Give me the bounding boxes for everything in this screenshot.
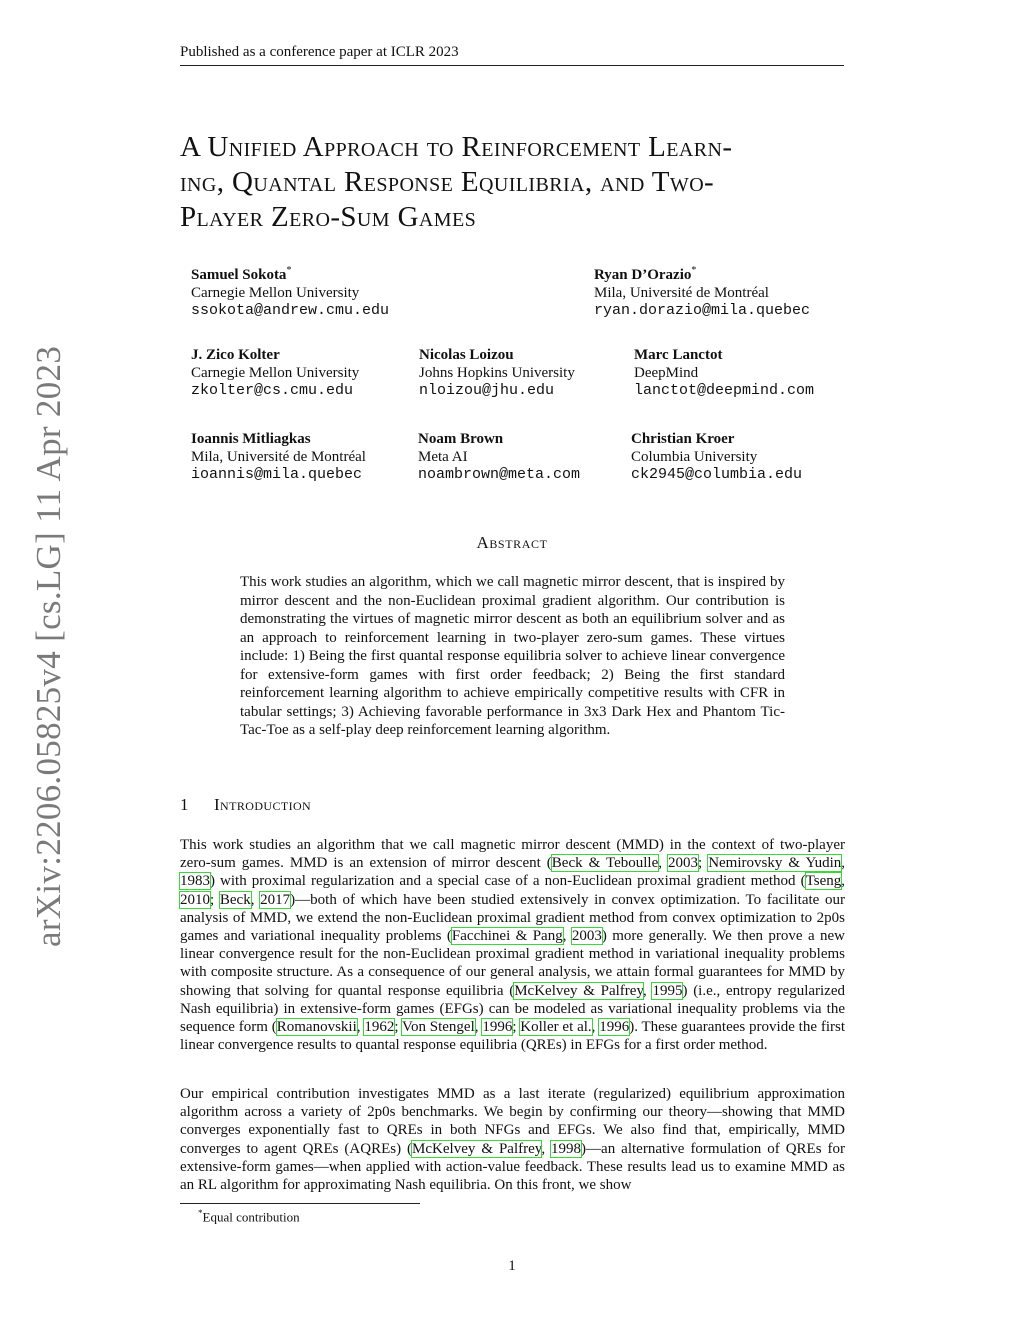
author-name: J. Zico Kolter [191,347,280,363]
citation-link[interactable]: 1996 [599,1019,630,1036]
paragraph-text: ) (i.e., entropy regularized Nash equilibria) in extensive-form games (EFGs) can be modeled as variational inequality problems via the sequence form ( [180,982,845,1036]
paragraph-text: , [250,891,261,908]
paragraph-text: )—an alternative formulation of QREs for extensive-form games—when applied with action-value feedback. These results lead us to examine MMD as an RL algorithm for approximating Nash equilibria. On this front, we show [180,1140,845,1194]
section-title: Introduction [214,795,312,814]
author-block-1 [191,262,389,320]
paragraph-text: , [541,1140,552,1157]
citation-link[interactable]: 2003 [668,855,699,872]
header-rule [180,65,844,66]
equal-contrib-mark: * [286,265,292,276]
section-number: 1 [180,795,189,814]
paragraph-text: )—both of which have been studied extensively in convex optimization. To facilitate our analysis of MMD, we extend the non-Euclidean proximal gradient method from convex optimization to 2p0s games and variational inequality problems ( [180,891,845,945]
paragraph-text: ). These guarantees provide the first linear convergence results to quantal response equilibria (QREs) in EFGs for a first order method. [180,1019,845,1054]
author-affiliation: Meta AI [418,449,468,465]
citation-link[interactable]: McKelvey & Palfrey [412,1140,542,1157]
citation-link[interactable]: 1962 [364,1019,395,1036]
author-block-8 [631,430,802,484]
paragraph-text: , [591,1019,600,1036]
author-name: Ryan D’Orazio [594,267,692,283]
author-email: ssokota@andrew.cmu.edu [191,302,390,319]
title-line-1: A Unified Approach to Reinforcement Learn- [180,131,733,163]
arxiv-watermark: arXiv:2206.05825v4 [cs.LG] 11 Apr 2023 [29,345,68,947]
paragraph-text: , [642,982,653,999]
citation-link[interactable]: 1995 [652,982,683,999]
footnote-rule [180,1203,420,1204]
author-affiliation: Carnegie Mellon University [191,285,360,301]
paragraph-text: , [356,1019,365,1036]
author-email: zkolter@cs.cmu.edu [191,382,354,399]
intro-paragraph-1 [180,836,845,1054]
paragraph-text: ; [698,855,709,872]
running-header: Published as a conference paper at ICLR 2023 [180,44,459,60]
author-name: Samuel Sokota [191,267,287,283]
author-name: Nicolas Loizou [419,347,514,363]
paragraph-text: This work studies an algorithm that we call magnetic mirror descent (MMD) in the context of two-player zero-sum games. MMD is an extension of mirror descent ( [180,837,845,872]
author-email: ryan.dorazio@mila.quebec [594,302,811,319]
paragraph-text: , [841,873,845,890]
citation-link[interactable]: Tseng [805,873,842,890]
citation-link[interactable]: 1996 [482,1019,513,1036]
author-affiliation: Mila, Université de Montréal [191,449,366,465]
paper-title [180,130,860,235]
paragraph-text: ) more generally. We then prove a new linear convergence result for the non-Euclidean proximal gradient method in variational inequality problems with composite structure. As a consequence of our general analysis, we attain formal guarantees for MMD by showing that solving for quantal response equilibria ( [180,928,846,999]
section-heading [180,795,311,815]
author-email: nloizou@jhu.edu [419,382,555,399]
intro-paragraph-2 [180,1085,845,1194]
citation-link[interactable]: Facchinei & Pang [451,928,563,945]
citation-link[interactable]: 1983 [180,873,210,890]
paragraph-text: ) with proximal regularization and a special case of a non-Euclidean proximal gradient method ( [210,873,806,890]
author-name: Ioannis Mitliagkas [191,431,311,447]
paragraph-text: , [841,855,846,872]
citation-link[interactable]: Nemirovsky & Yudin [708,855,842,872]
author-email: ioannis@mila.quebec [191,466,363,483]
author-name: Noam Brown [418,431,504,447]
page-number: 1 [508,1258,516,1274]
author-affiliation: Mila, Université de Montréal [594,285,769,301]
citation-link[interactable]: 2010 [180,891,210,908]
author-block-6 [191,430,366,484]
paragraph-text: ; [512,1019,521,1036]
paragraph-text: Our empirical contribution investigates MMD as a last iterate (regularized) equilibrium approximation algorithm across a variety of 2p0s benchmarks. We begin by confirming our theory—showing that MMD converges exponentially fast to QREs in both NFGs and EFGs. We also find that, empirically, MMD converges to agent QREs (AQREs) ( [180,1086,845,1157]
citation-link[interactable]: Beck [219,891,251,908]
equal-contrib-mark: * [691,265,697,276]
abstract-heading: Abstract [476,533,548,552]
author-block-5 [634,346,814,400]
citation-link[interactable]: McKelvey & Palfrey [514,982,643,999]
citation-link[interactable]: 1998 [551,1140,582,1157]
citation-link[interactable]: Von Stengel [402,1019,475,1036]
author-affiliation: Carnegie Mellon University [191,365,360,381]
author-email: lanctot@deepmind.com [634,382,815,399]
paragraph-text: ; [394,1019,403,1036]
abstract-text: This work studies an algorithm, which we call magnetic mirror descent, that is inspired by mirror descent and the non-Euclidean proximal gradient algorithm. Our contribution is demonstrating the virtues of magnetic mirror descent as both an equilibrium solver and as an approach to reinforcement learning in two-player zero-sum games. These virtues include: 1) Being the first quantal response equilibria solver to achieve linear convergence for extensive-form games with first order feedback; 2) Being the first standard reinforcement learning algorithm to achieve empirically competitive results with CFR in tabular settings; 3) Achieving favorable performance in 3x3 Dark Hex and Phantom Tic-Tac-Toe as a self-play deep reinforcement learning algorithm. [240,574,785,738]
footnote-mark: * [198,1208,203,1218]
author-affiliation: DeepMind [634,365,699,381]
author-block-3 [191,346,359,400]
citation-link[interactable]: Romanovskii [276,1019,357,1036]
citation-link[interactable]: 2017 [260,891,291,908]
author-block-2 [594,262,810,320]
paragraph-text: , [562,928,572,945]
author-block-7 [418,430,580,484]
author-name: Marc Lanctot [634,347,723,363]
author-email: noambrown@meta.com [418,466,581,483]
author-name: Christian Kroer [631,431,735,447]
citation-link[interactable]: Beck & Teboulle [551,855,659,872]
citation-link[interactable]: Koller et al. [520,1019,592,1036]
footnote [198,1208,300,1225]
paragraph-text: ; [210,891,220,908]
paragraph-text: , [658,855,669,872]
author-affiliation: Johns Hopkins University [419,365,575,381]
author-block-4 [419,346,575,400]
author-email: ck2945@columbia.edu [631,466,803,483]
citation-link[interactable]: 2003 [571,928,602,945]
title-line-3: Player Zero-Sum Games [180,201,477,233]
title-line-2: ing, Quantal Response Equilibria, and Two- [180,166,715,198]
paragraph-text: , [474,1019,483,1036]
author-affiliation: Columbia University [631,449,758,465]
footnote-text: Equal contribution [202,1209,300,1225]
